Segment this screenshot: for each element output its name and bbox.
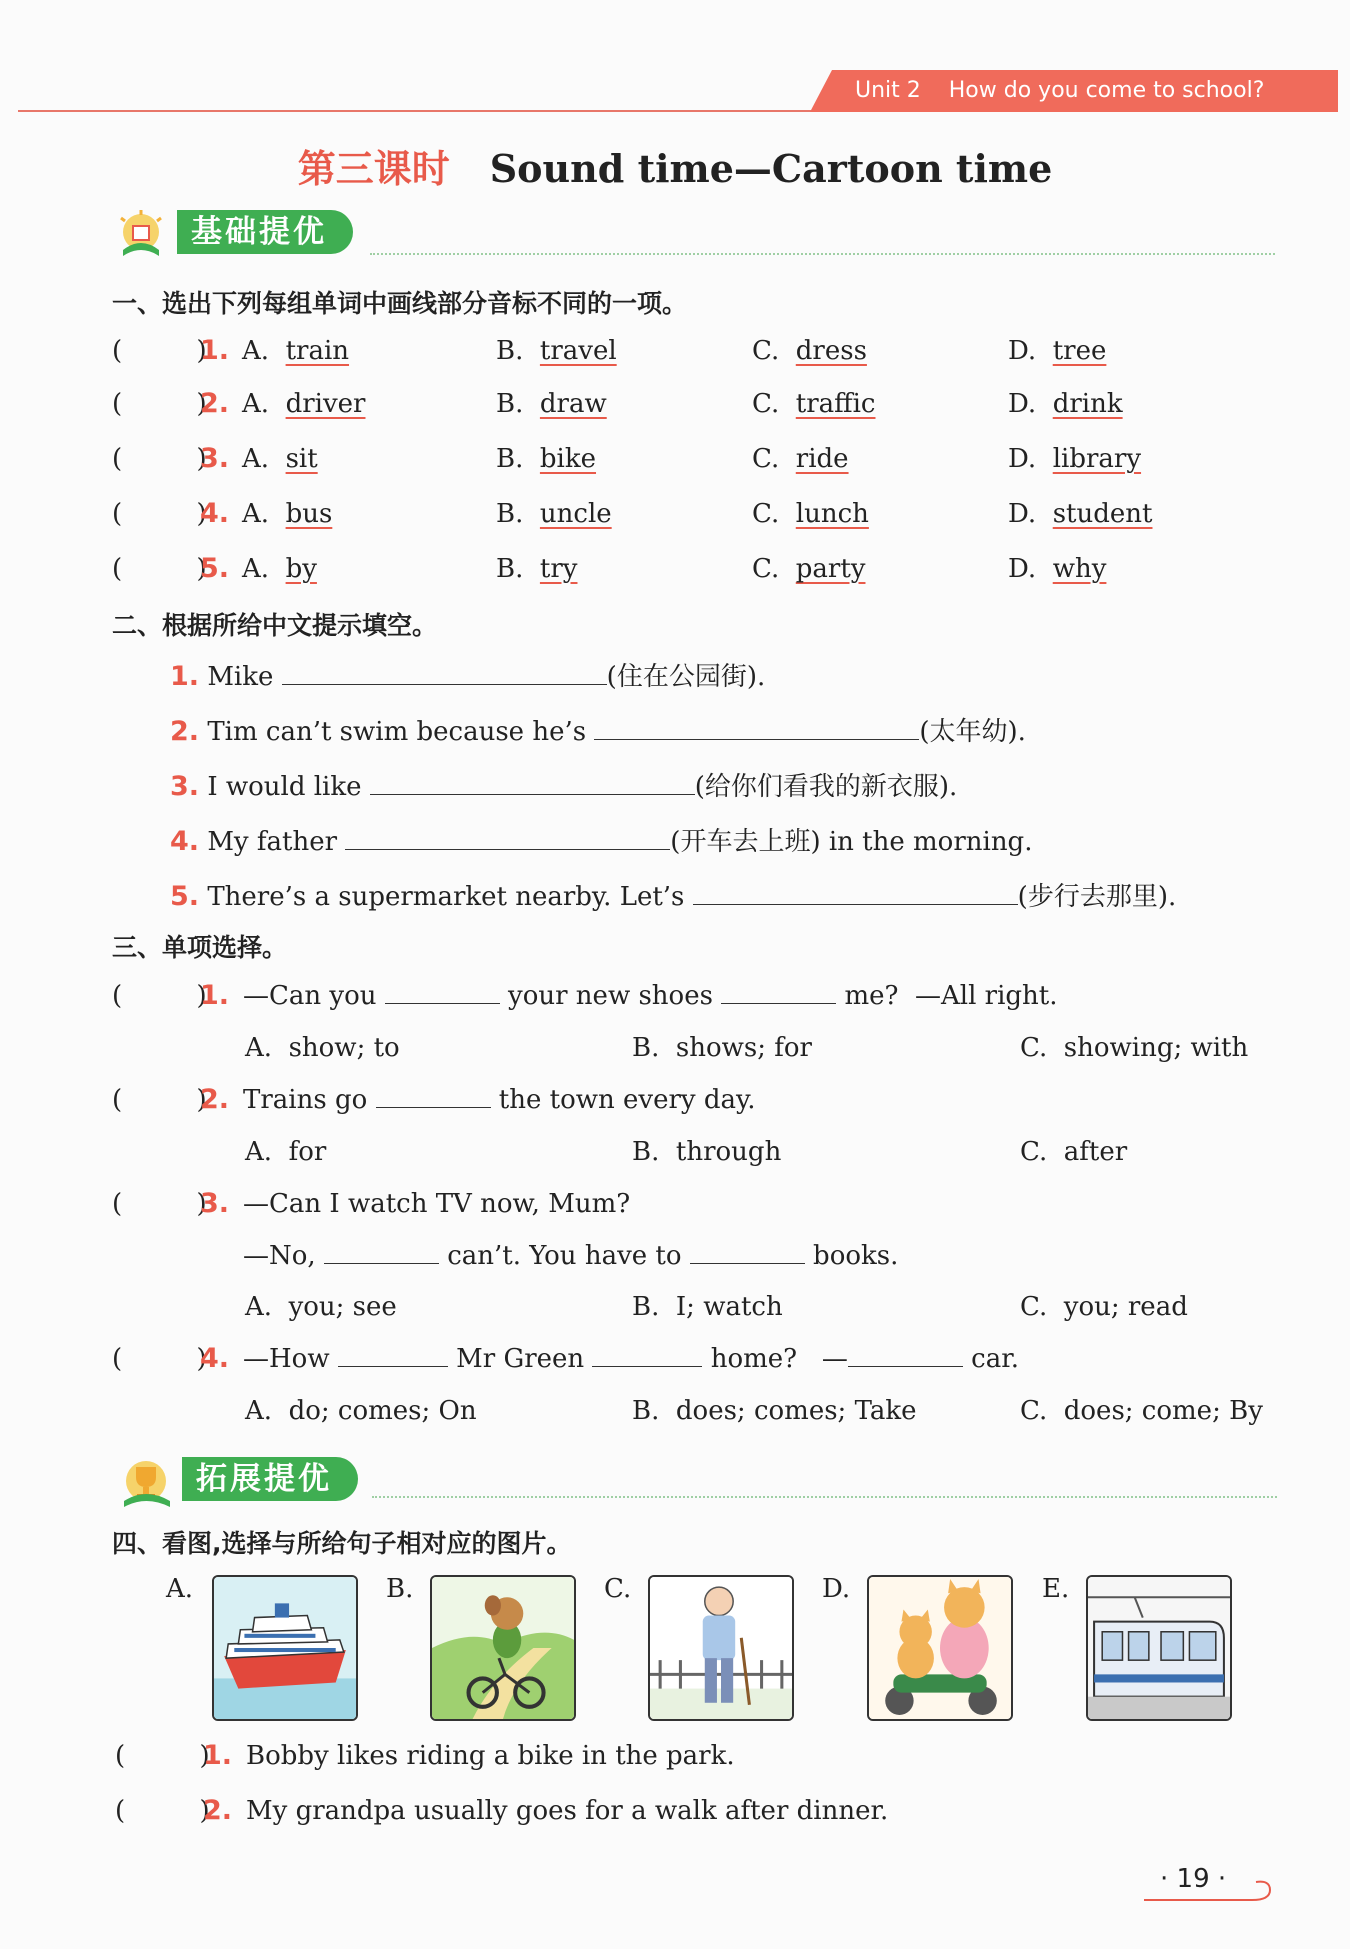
lesson-title-en: Sound time—Cartoon time (489, 146, 1053, 191)
fill-blank[interactable] (594, 738, 919, 740)
part1-item: ( ) 1. A. train B. travel C. dress D. tree (112, 335, 1107, 366)
trophy-icon (120, 1457, 176, 1507)
answer-blank[interactable]: ( ) (112, 1085, 207, 1115)
answer-blank[interactable]: ( ) (115, 1741, 210, 1771)
fill-blank[interactable] (385, 1002, 500, 1004)
fill-blank[interactable] (345, 848, 670, 850)
part2-item: 4. My father (开车去上班) in the morning. (170, 826, 1033, 857)
part2-item: 1. Mike (住在公园街). (170, 661, 766, 692)
fill-blank[interactable] (592, 1365, 702, 1367)
part3-heading: 三、单项选择。 (112, 933, 288, 962)
part2-item: 2. Tim can’t swim because he’s (太年幼). (170, 716, 1026, 747)
answer-blank[interactable]: ( ) (112, 499, 207, 529)
part1-item: ( ) 5. A. by B. try C. party D. why (112, 553, 1107, 584)
fill-blank[interactable] (693, 903, 1018, 905)
part1-item: ( ) 2. A. driver B. draw C. traffic D. drink (112, 388, 1123, 419)
unit-label: Unit 2 How do you come to school? (855, 78, 1265, 103)
section-divider (370, 253, 1275, 255)
fill-blank[interactable] (848, 1365, 963, 1367)
picture-b (430, 1575, 576, 1721)
fill-blank[interactable] (370, 793, 695, 795)
sun-book-icon (115, 210, 171, 260)
part4-item: ( ) 1. Bobby likes riding a bike in the park. (115, 1740, 735, 1771)
answer-blank[interactable]: ( ) (112, 389, 207, 419)
answer-blank[interactable]: ( ) (112, 981, 207, 1011)
fill-blank[interactable] (338, 1365, 448, 1367)
section-banner-extended: 拓展提优 (120, 1457, 440, 1501)
picture-d (867, 1575, 1013, 1721)
ship-icon (214, 1577, 356, 1719)
part1-heading: 一、选出下列每组单词中画线部分音标不同的一项。 (112, 289, 688, 318)
page-number-swoosh-icon (1142, 1872, 1277, 1904)
answer-blank[interactable]: ( ) (112, 554, 207, 584)
picture-e (1086, 1575, 1232, 1721)
page-number: · 19 · (1160, 1864, 1227, 1894)
part4-item: ( ) 2. My grandpa usually goes for a walk after dinner. (115, 1795, 889, 1826)
fill-blank[interactable] (690, 1262, 805, 1264)
answer-blank[interactable]: ( ) (115, 1796, 210, 1826)
lesson-title-cn: 第三课时 (297, 146, 450, 191)
cats-on-motorbike-icon (869, 1577, 1011, 1719)
picture-c (648, 1575, 794, 1721)
fill-blank[interactable] (721, 1002, 836, 1004)
answer-blank[interactable]: ( ) (112, 444, 207, 474)
fill-blank[interactable] (282, 683, 607, 685)
part1-item: ( ) 4. A. bus B. uncle C. lunch D. student (112, 498, 1153, 529)
section-banner-basic: 基础提优 (115, 210, 435, 254)
part2-heading: 二、根据所给中文提示填空。 (112, 611, 438, 640)
part4-heading: 四、看图,选择与所给句子相对应的图片。 (112, 1529, 572, 1558)
fill-blank[interactable] (324, 1262, 439, 1264)
picture-a (212, 1575, 358, 1721)
section-divider (372, 1496, 1277, 1498)
bike-rider-icon (432, 1577, 574, 1719)
lesson-title (0, 138, 1350, 193)
part2-item: 3. I would like (给你们看我的新衣服). (170, 771, 958, 802)
part2-item: 5. There’s a supermarket nearby. Let’s (步行去那里). (170, 881, 1177, 912)
old-man-walking-icon (650, 1577, 792, 1719)
answer-blank[interactable]: ( ) (112, 1189, 207, 1219)
train-icon (1088, 1577, 1230, 1719)
part1-item: ( ) 3. A. sit B. bike C. ride D. library (112, 443, 1142, 474)
fill-blank[interactable] (376, 1106, 491, 1108)
answer-blank[interactable]: ( ) (112, 336, 207, 366)
answer-blank[interactable]: ( ) (112, 1344, 207, 1374)
